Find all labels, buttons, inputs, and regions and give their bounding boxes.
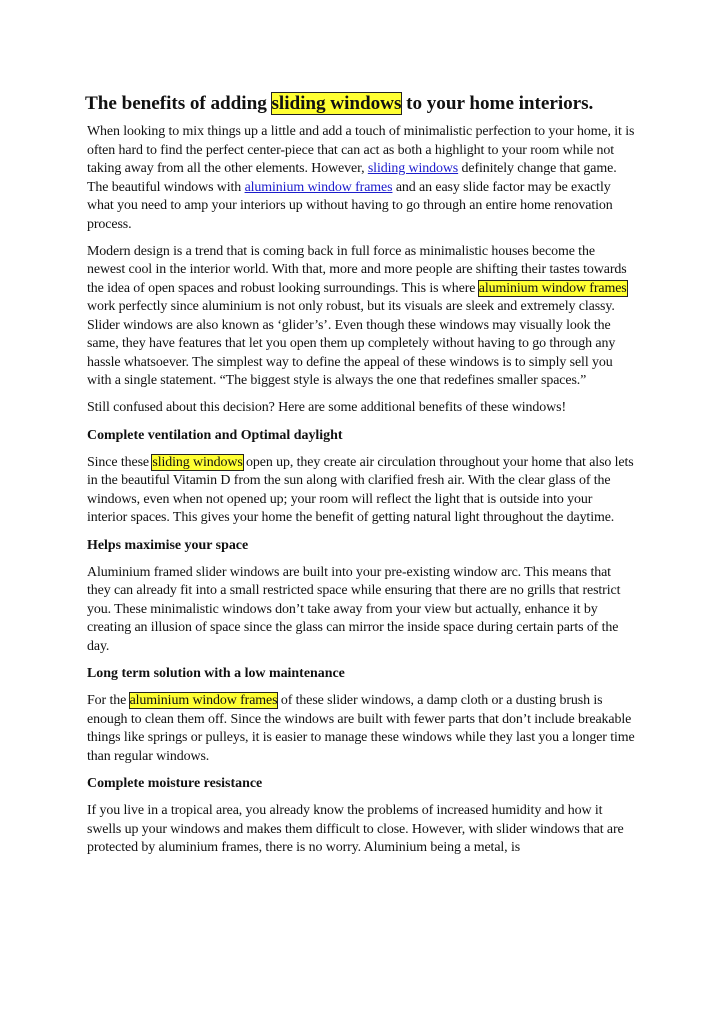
modern-highlight: aluminium window frames [478, 280, 627, 296]
section-heading-moisture: Complete moisture resistance [87, 776, 263, 791]
title-highlight: sliding windows [271, 93, 402, 114]
maintenance-highlight: aluminium window frames [129, 693, 278, 708]
intro-text-3: and an easy slide factor may be exactly what you need to amp your interiors up without having to go through an entire home renovation process. [87, 179, 613, 232]
sliding-windows-link[interactable]: sliding windows [367, 161, 459, 176]
intro-paragraph [87, 123, 635, 234]
title-text-before: The benefits of adding [85, 93, 272, 114]
aluminium-window-frames-link[interactable]: aluminium window frames [244, 179, 393, 195]
section-paragraph-ventilation [87, 454, 635, 528]
section-heading-maintenance: Long term solution with a low maintenance [87, 666, 345, 681]
section-heading-space: Helps maximise your space [87, 537, 249, 553]
section-paragraph-space: Aluminium framed slider windows are built into your pre-existing window arc. This means that they can already fit into a small restricted space while ensuring that there are no grills that restrict you. These minimalistic windows don’t take away from your view but actually, enhance it by creating an illusion of space since the glass can mirror the inside space during certain parts of the day. [87, 564, 621, 654]
section-paragraph-moisture: If you live in a tropical area, you already know the problems of increased humidity and how it swells up your windows and makes them difficult to close. However, with slider windows that are protected by aluminium frames, there is no worry. Aluminium being a metal, is [87, 803, 624, 855]
modern-design-paragraph [87, 243, 635, 391]
ventilation-highlight: sliding windows [152, 454, 243, 470]
ventilation-text-after: open up, they create air circulation throughout your home that also lets in the beautiful Vitamin D from the sun along with clarified fresh air. With the clear glass of the windows, even when not opened up; your room will reflect the light that is outside into your interior spaces. This gives your home the benefit of getting natural light throughout the daytime. [87, 454, 634, 525]
ventilation-text-before: Since these [87, 454, 153, 470]
section-heading-ventilation: Complete ventilation and Optimal daylight [87, 427, 343, 443]
modern-text-1: Modern design is a trend that is coming back in full force as minimalistic houses become the newest cool in the interior world. With that, more and more people are shifting their tastes towards the idea of open spaces and robust looking surroundings. This is where [87, 243, 627, 296]
maintenance-text-before: For the [87, 693, 130, 708]
section-paragraph-maintenance [87, 692, 635, 766]
maintenance-text-after: of these slider windows, a damp cloth or a dusting brush is enough to clean them off. Since the windows are built with fewer parts that don’t include breakable things like springs or pulleys, it is easier to manage these windows while they last you a longer time than regular windows. [87, 693, 635, 764]
document-title [85, 89, 635, 118]
intro-text-2: definitely change that game. The beautiful windows with [87, 161, 617, 195]
intro-text-1: When looking to mix things up a little and add a touch of minimalistic perfection to your home, it is often hard to find the perfect center-piece that can act as both a highlight to your room while not taking away from all the other elements. However, [87, 124, 635, 176]
title-text-after: to your home interiors. [401, 93, 594, 114]
modern-text-2: work perfectly since aluminium is not only robust, but its visuals are sleek and extremely classy. Slider windows are also known as ‘glider’s’. Even though these windows may visually look the same, they have features that let you open them up completely without having to go through any hassle whatsoever. The simplest way to define the appeal of these windows is to simply sell you with a single statement. “The biggest style is always the one that redefines smaller spaces.” [87, 299, 616, 388]
document-page [87, 89, 635, 858]
confused-paragraph: Still confused about this decision? Here are some additional benefits of these windows! [87, 400, 566, 415]
